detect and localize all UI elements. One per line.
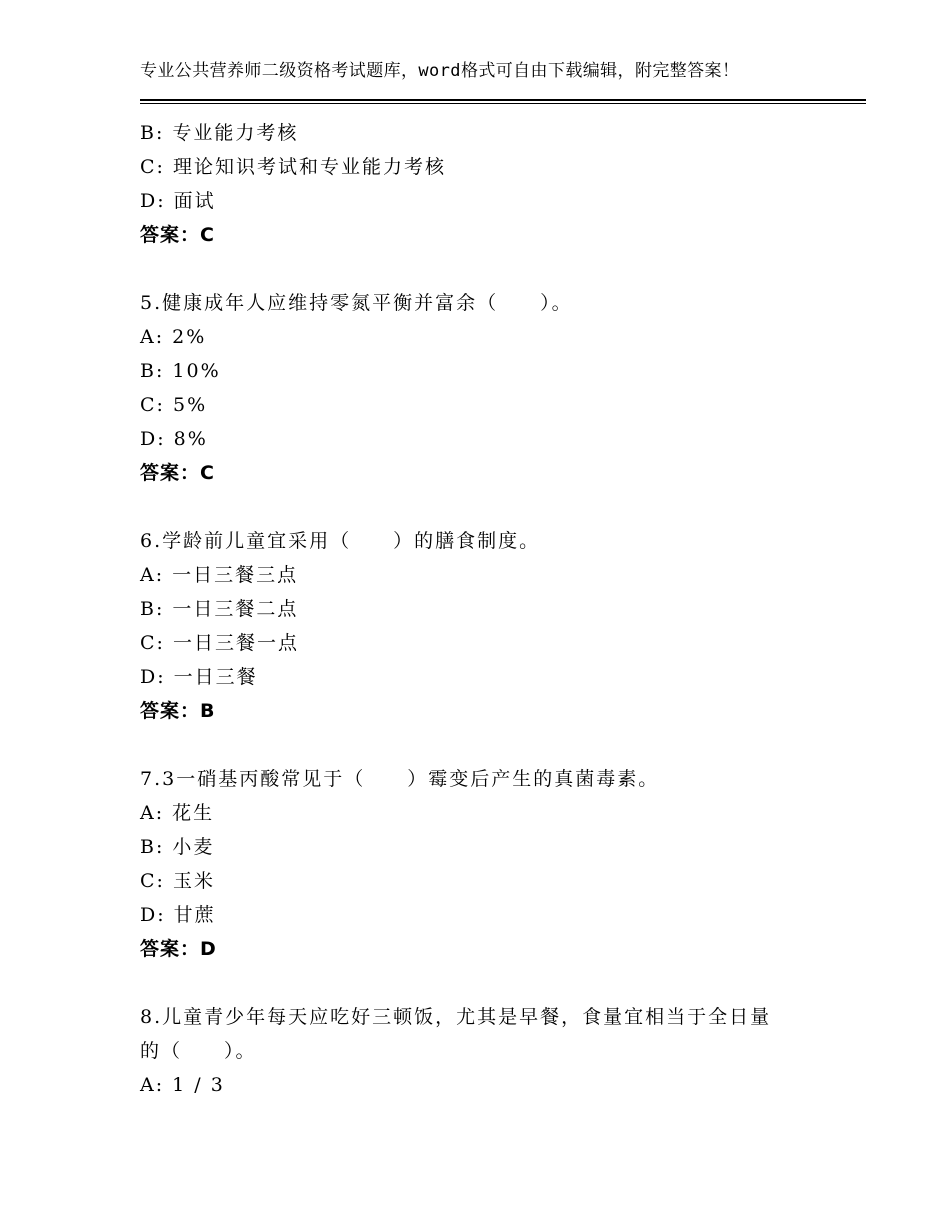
option-c: C: 一日三餐一点 [140, 632, 299, 654]
page-header: 专业公共营养师二级资格考试题库，word格式可自由下载编辑，附完整答案！ [140, 61, 740, 81]
answer-line: 答案：B [140, 700, 216, 722]
spacer [140, 966, 820, 1000]
spacer [140, 252, 820, 286]
answer-line: 答案：C [140, 224, 215, 246]
spacer [140, 490, 820, 524]
option-c: C: 5% [140, 394, 208, 416]
question-block-5 [140, 286, 820, 490]
option-d: D: 甘蔗 [140, 904, 216, 926]
option-b: B: 专业能力考核 [140, 122, 299, 144]
option-b: B: 小麦 [140, 836, 215, 858]
header-rule-thin [140, 103, 866, 104]
option-a: A: 2% [140, 326, 207, 348]
question-stem: 7.3一硝基丙酸常见于（ ）霉变后产生的真菌毒素。 [140, 768, 660, 790]
header-rule-thick [140, 99, 866, 101]
question-stem: 6.学龄前儿童宜采用（ ）的膳食制度。 [140, 530, 541, 552]
question-stem: 5.健康成年人应维持零氮平衡并富余（ ）。 [140, 292, 573, 314]
question-block-4 [140, 116, 820, 252]
option-c: C: 理论知识考试和专业能力考核 [140, 156, 446, 178]
question-block-6 [140, 524, 820, 728]
spacer [140, 728, 820, 762]
question-block-7 [140, 762, 820, 966]
question-block-8 [140, 1000, 820, 1102]
question-stem-continued: 的（ ）。 [140, 1040, 257, 1062]
option-a: A: 一日三餐三点 [140, 564, 299, 586]
option-d: D: 面试 [140, 190, 216, 212]
option-d: D: 8% [140, 428, 208, 450]
option-b: B: 一日三餐二点 [140, 598, 299, 620]
answer-line: 答案：C [140, 462, 215, 484]
option-d: D: 一日三餐 [140, 666, 258, 688]
question-list [140, 116, 820, 1102]
option-a: A: 1 / 3 [140, 1074, 225, 1096]
option-c: C: 玉米 [140, 870, 215, 892]
question-stem: 8.儿童青少年每天应吃好三顿饭，尤其是早餐，食量宜相当于全日量 [140, 1006, 772, 1028]
option-b: B: 10% [140, 360, 221, 382]
option-a: A: 花生 [140, 802, 215, 824]
answer-line: 答案：D [140, 938, 217, 960]
